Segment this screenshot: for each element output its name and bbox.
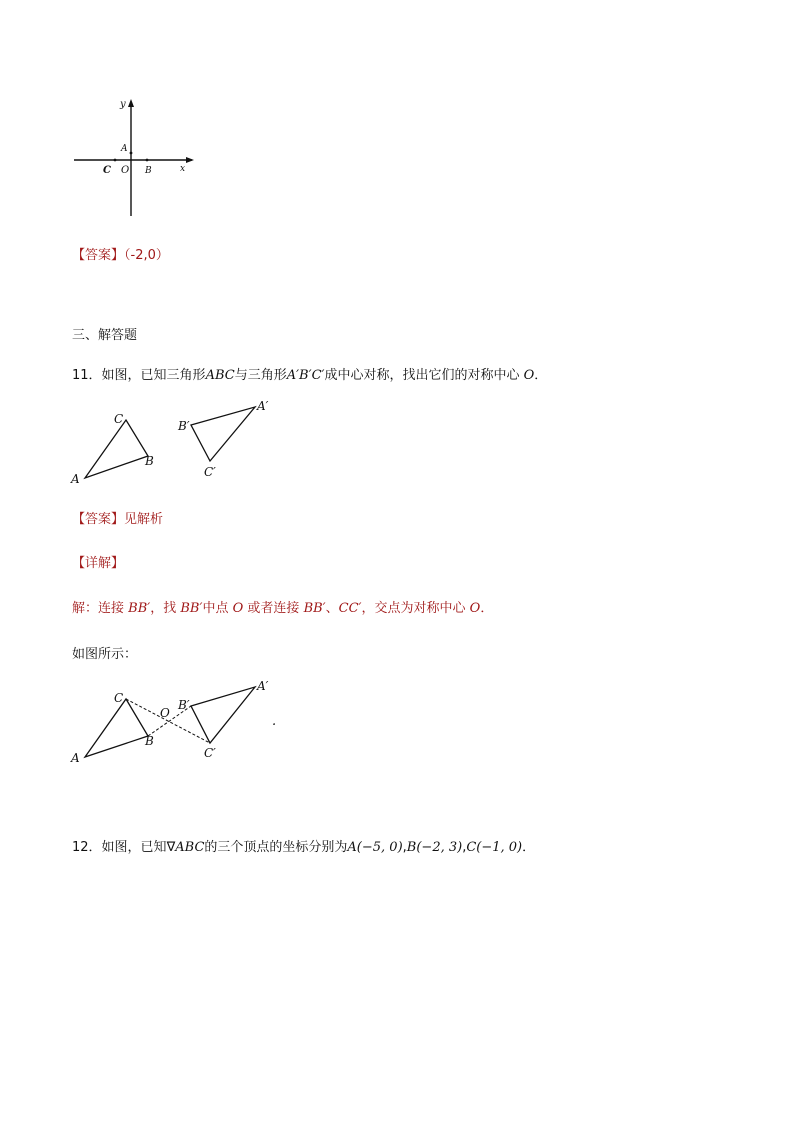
q11-detail-tag: 【详解】 (72, 556, 125, 571)
q12-number: 12． (72, 840, 102, 855)
q11-triangles-figure (60, 395, 290, 495)
q11-label-b: B (145, 454, 154, 468)
q10-answer-line (72, 244, 169, 263)
q11-abc: ABC (205, 368, 235, 383)
q11-solution (72, 597, 493, 616)
q12-comma-1: , (402, 840, 407, 855)
triangle-abc (85, 420, 148, 478)
q11-question (72, 364, 547, 383)
q11-fig2-label-a: A (71, 751, 80, 765)
point-a-dot (130, 152, 133, 155)
sol-bb1: BB′ (128, 601, 151, 616)
q11-fig2-label-b-prime: B′ (178, 698, 190, 712)
q11-end: ． (534, 368, 548, 383)
section-three-title: 三、解答题 (72, 328, 138, 343)
q12-abc: ABC (175, 840, 205, 855)
sol-bb3: BB′ (303, 601, 326, 616)
q11-label-b-prime: B′ (178, 419, 190, 433)
q11-label-c: C (114, 412, 124, 426)
q12-comma-2: , (462, 840, 467, 855)
q11-number: 11． (72, 368, 102, 383)
q11-answer-line (72, 508, 163, 527)
q11-fig2-label-o: O (160, 706, 170, 720)
point-b-dot (146, 159, 149, 162)
label-y: y (120, 99, 126, 110)
triangle-abc-prime-2 (191, 687, 255, 743)
triangle-abc-prime (191, 407, 255, 461)
q12-a-point: A(−5, 0) (347, 840, 403, 855)
q11-answer-value: 见解析 (124, 512, 164, 527)
sol-p6: ，交点为对称中心 (361, 601, 466, 616)
sol-p1: 解：连接 (72, 601, 125, 616)
sol-o1: O (232, 601, 244, 616)
q11-o: O (523, 368, 535, 383)
sol-p3: 中点 (202, 601, 229, 616)
sol-o2: O (469, 601, 481, 616)
q11-fig2-period: . (272, 714, 277, 729)
label-c: C (103, 165, 111, 176)
label-a: A (121, 144, 128, 154)
label-b: B (145, 166, 152, 176)
q12-triangle-symbol: ∇ (166, 840, 176, 855)
q11-fig2-label-c-prime: C′ (204, 746, 216, 760)
q11-fig2-label-b: B (145, 734, 154, 748)
label-x: x (180, 164, 186, 174)
q11-fig2-label-a-prime: A′ (257, 679, 269, 693)
sol-cc: CC′ (338, 601, 362, 616)
point-c-dot (114, 159, 117, 162)
sol-p4: 或者连接 (247, 601, 300, 616)
q11-abc-prime: A′B′C′ (286, 368, 325, 383)
coordinate-axes-figure (70, 96, 200, 221)
q11-text-1: 如图，已知三角形 (101, 368, 206, 383)
q12-text-1: 如图，已知 (101, 840, 167, 855)
q10-answer-value: （-2,0） (124, 248, 169, 263)
q11-label-a: A (71, 472, 80, 486)
q12-question (72, 836, 535, 855)
q11-fig2-label-c: C (114, 691, 124, 705)
q11-label-c-prime: C′ (204, 465, 216, 479)
q10-answer-tag: 【答案】 (72, 248, 125, 263)
q11-answer-tag: 【答案】 (72, 512, 125, 527)
q11-label-a-prime: A′ (257, 399, 269, 413)
q12-b-point: B(−2, 3) (406, 840, 463, 855)
sol-p7: ． (480, 601, 494, 616)
sol-bb2: BB′ (180, 601, 203, 616)
sol-p2: ，找 (150, 601, 177, 616)
triangle-abc-2 (85, 699, 148, 757)
q11-text-3: 成中心对称，找出它们的对称中心 (324, 368, 520, 383)
q11-center-figure (60, 675, 300, 775)
x-axis-arrow (186, 157, 194, 163)
q11-text-2: 与三角形 (234, 368, 287, 383)
q12-end: ． (522, 840, 536, 855)
sol-p5: 、 (325, 601, 339, 616)
q11-as-shown: 如图所示： (72, 647, 138, 662)
y-axis-arrow (128, 99, 134, 107)
label-o: O (121, 165, 130, 176)
q12-c-point: C(−1, 0) (466, 840, 523, 855)
q12-text-2: 的三个顶点的坐标分别为 (204, 840, 348, 855)
